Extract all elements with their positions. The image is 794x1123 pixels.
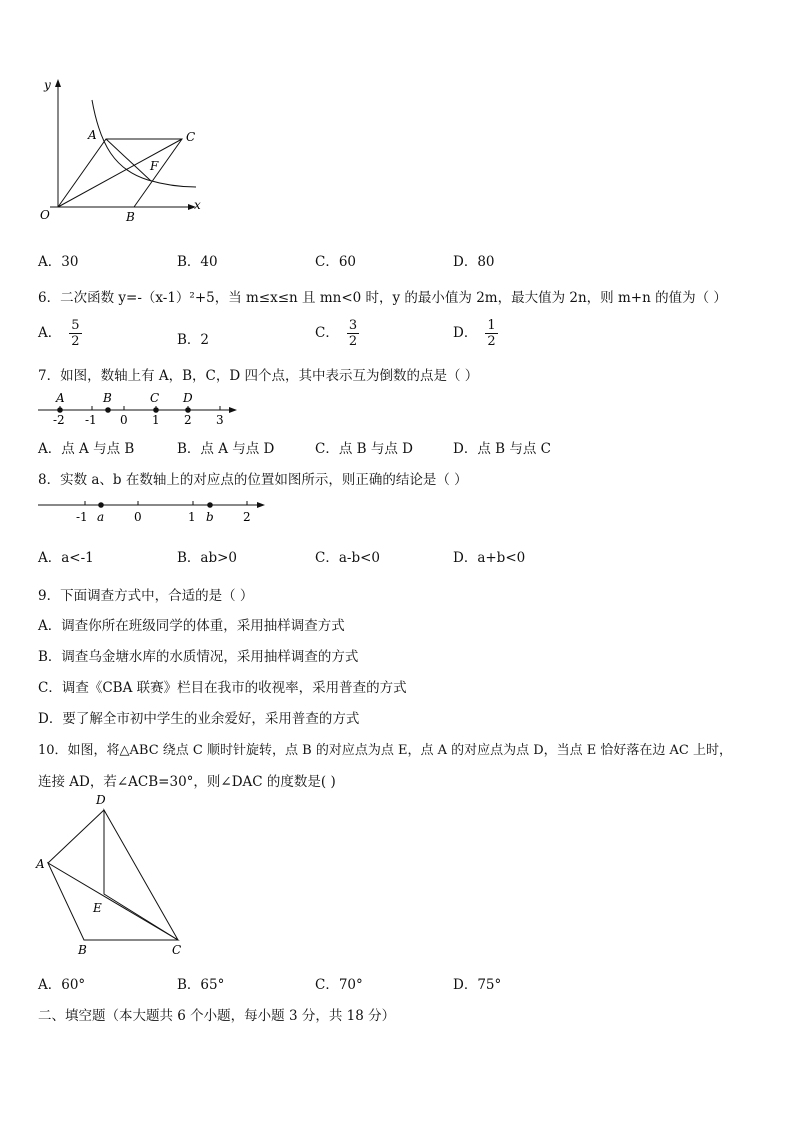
q7-tick-3: 3	[216, 413, 224, 427]
q8-option-c: C．a-b<0	[315, 550, 380, 566]
fig5-label-f: F	[150, 159, 159, 173]
q10-option-d: D．75°	[453, 977, 502, 993]
q5-option-a: A．30	[38, 254, 79, 270]
fig10-label-a: A	[36, 857, 45, 871]
figure-q10	[32, 790, 202, 960]
fig5-label-y: y	[44, 78, 51, 92]
q7-point-a: A	[56, 391, 65, 405]
q8-tick-0: 0	[134, 510, 142, 524]
q9-option-b: B．调查乌金塘水库的水质情况，采用抽样调查的方式	[38, 649, 359, 665]
fig5-label-b: B	[126, 210, 135, 224]
q8-option-d: D．a+b<0	[453, 550, 526, 566]
q10-option-b: B．65°	[177, 977, 225, 993]
q10-option-c: C．70°	[315, 977, 363, 993]
q6-option-d	[453, 318, 498, 349]
fig5-label-x: x	[194, 198, 201, 212]
q6-stem: 6．二次函数 y=-（x-1）²+5，当 m≤x≤n 且 mn<0 时，y 的最小值为 2m，最大值为 2n，则 m+n 的值为（ ）	[38, 290, 727, 306]
q10-stem-line2: 连接 AD，若∠ACB=30°，则∠DAC 的度数是( )	[38, 774, 336, 790]
figure-q5	[30, 75, 210, 225]
q7-point-d: D	[183, 391, 193, 405]
section-2-heading: 二、填空题（本大题共 6 个小题，每小题 3 分，共 18 分）	[38, 1008, 396, 1024]
q5-option-c: C．60	[315, 254, 357, 270]
figure-q8-number-line	[34, 494, 269, 529]
q10-option-a: A．60°	[38, 977, 86, 993]
q8-stem: 8．实数 a、b 在数轴上的对应点的位置如图所示，则正确的结论是（ ）	[38, 472, 468, 488]
q8-tick-neg1: -1	[76, 510, 88, 524]
q5-option-b: B．40	[177, 254, 218, 270]
q6-d-letter: D．	[453, 325, 478, 341]
q8-option-a: A．a<-1	[38, 550, 94, 566]
q9-stem: 9．下面调查方式中，合适的是（ ）	[38, 588, 254, 604]
q9-option-a: A．调查你所在班级同学的体重，采用抽样调查方式	[38, 618, 345, 634]
q6-c-fraction: $\frac{3}{2}$	[348, 318, 358, 349]
q7-option-c: C．点 B 与点 D	[315, 441, 413, 457]
q6-a-fraction: $\frac{5}{2}$	[71, 318, 80, 349]
q8-tick-1: 1	[188, 510, 196, 524]
fig5-label-o: O	[40, 208, 50, 222]
q8-point-b: b	[206, 510, 214, 524]
q6-option-b: B．2	[177, 332, 210, 348]
q6-option-a	[38, 318, 82, 349]
q8-tick-2: 2	[243, 510, 251, 524]
q6-a-letter: A．	[38, 325, 62, 341]
q7-option-a: A．点 A 与点 B	[38, 441, 135, 457]
q7-tick-1: 1	[152, 413, 160, 427]
q7-option-d: D．点 B 与点 C	[453, 441, 551, 457]
q7-tick-2: 2	[184, 413, 192, 427]
q6-c-letter: C．	[315, 325, 339, 341]
fig10-label-c: C	[172, 943, 182, 957]
fig10-label-e: E	[93, 901, 102, 915]
q7-option-b: B．点 A 与点 D	[177, 441, 275, 457]
q9-option-c: C．调查《CBA 联赛》栏目在我市的收视率，采用普查的方式	[38, 680, 407, 696]
q7-tick-neg2: -2	[53, 413, 65, 427]
q7-point-b: B	[103, 391, 112, 405]
fig10-label-d: D	[96, 793, 106, 807]
q9-option-d: D．要了解全市初中学生的业余爱好，采用普查的方式	[38, 711, 360, 727]
fig5-label-a: A	[88, 128, 97, 142]
q7-point-c: C	[150, 391, 160, 405]
fig10-label-b: B	[78, 943, 87, 957]
fig5-label-c: C	[186, 130, 196, 144]
figure-q7-number-line	[34, 390, 244, 430]
q5-option-d: D．80	[453, 254, 495, 270]
q7-tick-0: 0	[120, 413, 128, 427]
q7-stem: 7．如图，数轴上有 A，B，C，D 四个点，其中表示互为倒数的点是（ ）	[38, 368, 479, 384]
q8-option-b: B．ab>0	[177, 550, 238, 566]
q6-d-fraction: $\frac{1}{2}$	[487, 318, 496, 349]
q8-point-a: a	[97, 510, 105, 524]
q7-tick-neg1: -1	[85, 413, 97, 427]
q10-stem-line1: 10．如图，将△ABC 绕点 C 顺时针旋转，点 B 的对应点为点 E，点 A 的对应点为点 D，当点 E 恰好落在边 AC 上时，	[38, 743, 733, 758]
q6-option-c	[315, 318, 359, 349]
